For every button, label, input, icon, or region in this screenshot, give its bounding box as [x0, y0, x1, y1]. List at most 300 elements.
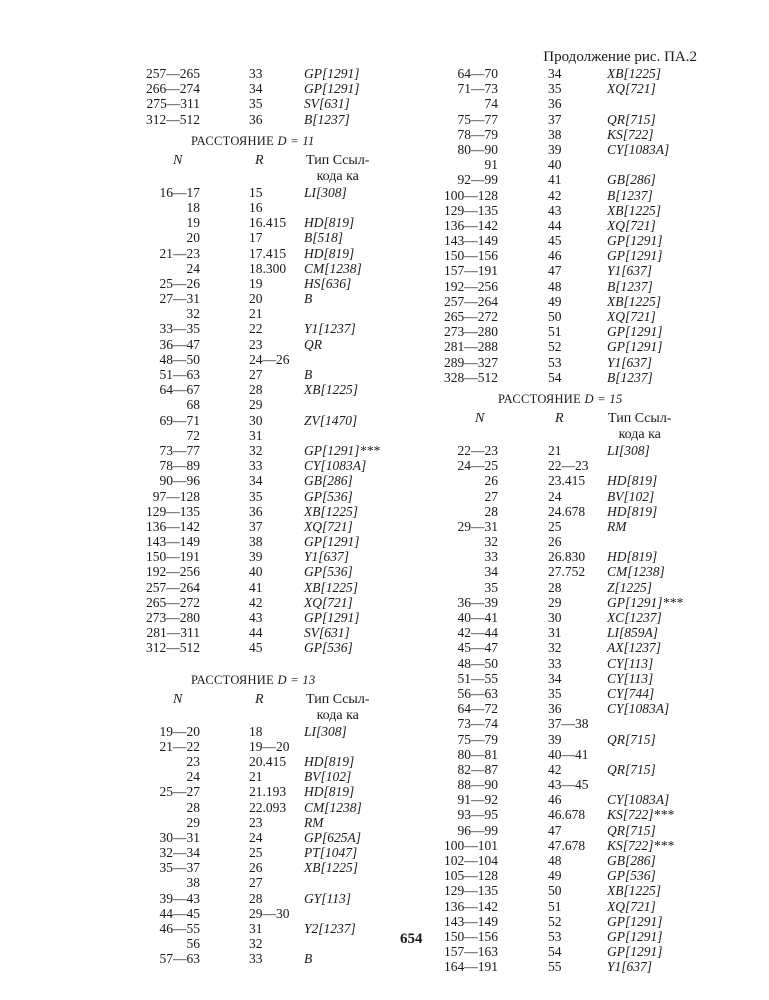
- cell-r: 26: [548, 534, 562, 550]
- table-row: [133, 276, 433, 291]
- cell-r: 26.830: [548, 549, 586, 565]
- table-row: [430, 914, 720, 929]
- cell-type-ref: LI[308]: [304, 184, 347, 200]
- distance-value: D = 15: [584, 391, 623, 406]
- cell-type-ref: KS[722]: [607, 126, 654, 142]
- cell-type-ref: SV[631]: [304, 625, 350, 641]
- cell-r: 17.415: [249, 245, 287, 261]
- cell-type-ref: GP[536]: [607, 868, 656, 884]
- table-row: [430, 218, 720, 233]
- table-row: [430, 595, 720, 610]
- table-row: [133, 337, 433, 352]
- cell-n: 24: [186, 769, 200, 785]
- cell-type-ref: GP[1291]: [607, 339, 663, 355]
- column-header-type: [306, 153, 369, 185]
- cell-r: 33: [249, 66, 263, 81]
- cell-type-ref: XQ[721]: [607, 81, 656, 97]
- cell-type-ref: QR: [304, 336, 322, 352]
- cell-r: 44: [249, 625, 263, 641]
- cell-type-ref: Y2[1237]: [304, 921, 356, 936]
- column-header: [430, 407, 720, 443]
- table-row: [430, 944, 720, 959]
- table-row: [430, 142, 720, 157]
- table-row: [133, 800, 433, 815]
- cell-n: 78—89: [159, 458, 200, 474]
- table-row: [133, 261, 433, 276]
- cell-n: 45—47: [457, 640, 498, 656]
- cell-type-ref: B: [304, 367, 313, 382]
- cell-r: 35: [249, 488, 263, 504]
- cell-type-ref: Y1[637]: [607, 354, 653, 370]
- table-row: [133, 66, 433, 81]
- cell-n: 80—81: [457, 746, 498, 762]
- cell-n: 105—128: [444, 868, 498, 884]
- table-row: [133, 489, 433, 504]
- cell-n: 73—74: [457, 716, 498, 732]
- cell-r: 33: [249, 458, 263, 474]
- section-title-text: РАССТОЯНИЕ: [191, 672, 275, 687]
- cell-n: 42—44: [457, 625, 498, 641]
- cell-type-ref: XB[1225]: [607, 66, 661, 81]
- cell-r: 24: [548, 488, 562, 504]
- table-row: [133, 428, 433, 443]
- cell-r: 22.093: [249, 799, 287, 815]
- cell-n: 150—156: [444, 928, 498, 944]
- table-row: [133, 580, 433, 595]
- cell-n: 71—73: [457, 81, 498, 97]
- cell-type-ref: RM: [304, 814, 324, 830]
- table-row: [430, 838, 720, 853]
- cell-n: 32: [186, 306, 200, 322]
- cell-type-ref: QR[715]: [607, 761, 656, 777]
- cell-r: 36: [249, 503, 263, 519]
- cell-n: 16—17: [159, 184, 200, 200]
- table-row: [430, 762, 720, 777]
- cell-type-ref: XB[1225]: [304, 382, 358, 398]
- cell-type-ref: GP[536]: [304, 564, 353, 580]
- table-row: [430, 309, 720, 324]
- cell-n: 69—71: [159, 412, 200, 428]
- cell-type-ref: AX[1237]: [607, 640, 661, 656]
- table-row: [430, 580, 720, 595]
- cell-type-ref: XQ[721]: [607, 309, 656, 324]
- column-header: [133, 688, 433, 724]
- cell-type-ref: CY[1083A]: [304, 458, 367, 474]
- cell-r: 48: [548, 278, 562, 294]
- cell-n: 281—311: [146, 625, 200, 641]
- cell-r: 39: [548, 141, 562, 157]
- cell-r: 21: [249, 769, 263, 785]
- cell-n: 21—22: [159, 738, 200, 754]
- cell-r: 43: [249, 610, 263, 625]
- cell-n: 143—149: [444, 233, 498, 249]
- cell-n: 48—50: [159, 351, 200, 367]
- cell-type-ref: GP[1291]: [304, 66, 360, 81]
- cell-type-ref: KS[722]***: [607, 837, 674, 853]
- cell-n: 97—128: [152, 488, 200, 504]
- cell-type-ref: GP[1291]: [607, 928, 663, 944]
- cell-n: 328—512: [444, 369, 498, 385]
- cell-r: 29—30: [249, 905, 290, 921]
- figure-continuation-caption: Продолжение рис. ПА.2: [543, 49, 697, 65]
- cell-n: 21—23: [159, 245, 200, 261]
- cell-n: 46—55: [159, 921, 200, 936]
- cell-n: 64—72: [457, 701, 498, 717]
- table-row: [133, 610, 433, 625]
- table-row: [133, 936, 433, 951]
- left-column: [133, 66, 433, 967]
- table-row: [133, 443, 433, 458]
- table-row: [133, 200, 433, 215]
- cell-r: 21: [249, 306, 263, 322]
- cell-type-ref: GB[286]: [607, 172, 656, 188]
- cell-n: 129—135: [146, 503, 200, 519]
- cell-type-ref: CY[1083A]: [607, 141, 670, 157]
- cell-type-ref: Z[1225]: [607, 579, 653, 595]
- cell-n: 35—37: [159, 860, 200, 876]
- table-row: [430, 370, 720, 385]
- cell-type-ref: GP[1291]: [607, 913, 663, 929]
- column-header-type-line1: Тип Ссыл-: [306, 691, 370, 707]
- cell-type-ref: Y1[637]: [304, 549, 350, 565]
- cell-n: 157—191: [444, 263, 498, 279]
- table-row: [133, 504, 433, 519]
- cell-r: 21: [548, 442, 562, 458]
- cell-r: 51: [548, 898, 562, 914]
- cell-n: 136—142: [444, 217, 498, 233]
- cell-r: 23.415: [548, 473, 586, 489]
- cell-n: 100—128: [444, 187, 498, 203]
- cell-r: 20: [249, 291, 263, 307]
- cell-n: 56—63: [457, 685, 498, 701]
- cell-n: 312—512: [146, 111, 200, 127]
- column-header-type-line2: кода ка: [618, 426, 661, 442]
- table-row: [133, 625, 433, 640]
- cell-n: 75—79: [457, 731, 498, 747]
- cell-r: 21.193: [249, 784, 287, 800]
- cell-type-ref: GB[286]: [304, 473, 353, 489]
- table-row: [133, 724, 433, 739]
- cell-n: 275—311: [146, 96, 200, 112]
- cell-n: 29—31: [457, 518, 498, 534]
- cell-r: 19—20: [249, 738, 290, 754]
- cell-type-ref: PT[1047]: [304, 845, 358, 861]
- cell-n: 36—47: [159, 336, 200, 352]
- cell-type-ref: CY[1083A]: [607, 792, 670, 808]
- cell-n: 64—67: [159, 382, 200, 398]
- cell-type-ref: XC[1237]: [607, 610, 662, 625]
- cell-n: 33—35: [159, 321, 200, 337]
- cell-n: 51—63: [159, 367, 200, 382]
- cell-type-ref: HD[819]: [607, 549, 658, 565]
- cell-r: 16: [249, 199, 263, 215]
- table-row: [133, 534, 433, 549]
- table-row: [430, 157, 720, 172]
- table-row: [133, 891, 433, 906]
- cell-n: 100—101: [444, 837, 498, 853]
- cell-r: 28: [249, 382, 263, 398]
- cell-n: 19—20: [159, 723, 200, 739]
- cell-n: 265—272: [444, 309, 498, 324]
- table-row: [430, 656, 720, 671]
- cell-n: 273—280: [146, 610, 200, 625]
- table-row: [430, 248, 720, 263]
- table-row: [133, 860, 433, 875]
- cell-type-ref: B[1237]: [304, 111, 350, 127]
- cell-n: 129—135: [444, 883, 498, 899]
- cell-type-ref: GP[625A]: [304, 829, 361, 845]
- cell-r: 25: [249, 845, 263, 861]
- column-header-r: R: [255, 152, 264, 168]
- cell-n: 257—264: [146, 579, 200, 595]
- cell-r: 30: [249, 412, 263, 428]
- table-row: [430, 355, 720, 370]
- table-row: [133, 185, 433, 200]
- cell-n: 91: [484, 157, 498, 173]
- cell-type-ref: CY[1083A]: [607, 701, 670, 717]
- cell-n: 143—149: [146, 534, 200, 550]
- cell-n: 39—43: [159, 890, 200, 906]
- cell-type-ref: ZV[1470]: [304, 412, 358, 428]
- cell-type-ref: XB[1225]: [304, 579, 358, 595]
- cell-r: 36: [548, 96, 562, 112]
- cell-type-ref: CM[1238]: [607, 564, 665, 580]
- table-row: [430, 294, 720, 309]
- cell-type-ref: CY[113]: [607, 670, 654, 686]
- cell-r: 39: [548, 731, 562, 747]
- cell-n: 29: [186, 814, 200, 830]
- cell-n: 23: [186, 753, 200, 769]
- cell-r: 40: [249, 564, 263, 580]
- table-row: [133, 112, 433, 127]
- cell-r: 24.678: [548, 503, 586, 519]
- table-row: [430, 66, 720, 81]
- cell-type-ref: GP[536]: [304, 488, 353, 504]
- cell-r: 31: [249, 427, 263, 443]
- table-row: [133, 306, 433, 321]
- cell-n: 32—34: [159, 845, 200, 861]
- cell-r: 39: [249, 549, 263, 565]
- table-row: [133, 413, 433, 428]
- cell-type-ref: B[518]: [304, 230, 344, 246]
- cell-n: 27—31: [159, 291, 200, 307]
- table-row: [430, 564, 720, 579]
- column-header-r: R: [255, 691, 264, 707]
- table-row: [430, 489, 720, 504]
- cell-r: 54: [548, 944, 562, 960]
- cell-type-ref: HS[636]: [304, 275, 352, 291]
- table-row: [133, 564, 433, 579]
- cell-type-ref: GB[286]: [607, 853, 656, 868]
- cell-n: 92—99: [457, 172, 498, 188]
- cell-type-ref: GP[1291]***: [607, 594, 683, 610]
- cell-type-ref: HD[819]: [304, 753, 355, 769]
- table-row: [133, 397, 433, 412]
- column-header-type: [306, 692, 369, 724]
- table-row: [430, 504, 720, 519]
- table-row: [430, 172, 720, 187]
- cell-r: 19: [249, 275, 263, 291]
- cell-type-ref: CY[744]: [607, 685, 655, 701]
- table-row: [430, 686, 720, 701]
- cell-type-ref: GP[1291]: [304, 610, 360, 625]
- cell-r: 34: [249, 81, 263, 97]
- table-row: [133, 754, 433, 769]
- cell-n: 64—70: [457, 66, 498, 81]
- cell-n: 27: [484, 488, 498, 504]
- cell-n: 257—265: [146, 66, 200, 81]
- distance-value: D = 11: [277, 133, 315, 148]
- cell-n: 281—288: [444, 339, 498, 355]
- cell-r: 29: [548, 594, 562, 610]
- cell-r: 45: [548, 233, 562, 249]
- cell-r: 27: [249, 367, 263, 382]
- cell-n: 48—50: [457, 655, 498, 671]
- table-row: [133, 96, 433, 111]
- cell-n: 75—77: [457, 111, 498, 127]
- cell-r: 20.415: [249, 753, 287, 769]
- cell-type-ref: XQ[721]: [607, 898, 656, 914]
- cell-type-ref: QR[715]: [607, 731, 656, 747]
- cell-n: 136—142: [146, 518, 200, 534]
- column-header-n: N: [475, 410, 485, 426]
- cell-n: 136—142: [444, 898, 498, 914]
- cell-r: 53: [548, 928, 562, 944]
- cell-r: 29: [249, 397, 263, 413]
- cell-n: 36—39: [457, 594, 498, 610]
- column-header-type: [608, 411, 671, 443]
- table-row: [133, 769, 433, 784]
- table-row: [133, 352, 433, 367]
- right-column: [430, 66, 720, 975]
- cell-r: 47: [548, 263, 562, 279]
- table-row: [133, 845, 433, 860]
- table-row: [133, 640, 433, 655]
- cell-n: 273—280: [444, 324, 498, 340]
- cell-r: 49: [548, 868, 562, 884]
- cell-n: 78—79: [457, 126, 498, 142]
- cell-r: 43—45: [548, 777, 589, 793]
- cell-r: 32: [249, 442, 263, 458]
- cell-n: 257—264: [444, 293, 498, 309]
- table-row: [430, 899, 720, 914]
- cell-n: 265—272: [146, 594, 200, 610]
- cell-r: 46.678: [548, 807, 586, 823]
- cell-r: 31: [548, 625, 562, 641]
- cell-type-ref: SV[631]: [304, 96, 350, 112]
- table-row: [133, 473, 433, 488]
- cell-r: 38: [249, 534, 263, 550]
- section-gap: [133, 656, 433, 666]
- cell-r: 41: [548, 172, 562, 188]
- cell-r: 42: [249, 594, 263, 610]
- table-row: [430, 792, 720, 807]
- cell-type-ref: XB[1225]: [607, 883, 661, 899]
- table-row: [430, 263, 720, 278]
- cell-type-ref: B[1237]: [607, 278, 653, 294]
- cell-type-ref: GY[113]: [304, 890, 352, 906]
- cell-r: 27: [249, 875, 263, 891]
- cell-n: 312—512: [146, 640, 200, 656]
- cell-n: 157—163: [444, 944, 498, 960]
- table-row: [133, 875, 433, 890]
- cell-r: 24—26: [249, 351, 290, 367]
- table-row: [430, 929, 720, 944]
- cell-r: 28: [249, 890, 263, 906]
- table-row: [430, 458, 720, 473]
- cell-type-ref: GP[1291]: [607, 324, 663, 340]
- cell-r: 40: [548, 157, 562, 173]
- cell-type-ref: LI[859A]: [607, 625, 659, 641]
- cell-type-ref: HD[819]: [607, 503, 658, 519]
- table-row: [430, 807, 720, 822]
- cell-r: 24: [249, 829, 263, 845]
- cell-r: 16.415: [249, 215, 287, 231]
- page-number: 654: [400, 931, 423, 947]
- cell-r: 40—41: [548, 746, 589, 762]
- cell-n: 25—27: [159, 784, 200, 800]
- cell-type-ref: BV[102]: [304, 769, 352, 785]
- cell-r: 22—23: [548, 458, 589, 474]
- cell-n: 91—92: [457, 792, 498, 808]
- cell-type-ref: XQ[721]: [304, 518, 353, 534]
- cell-r: 44: [548, 217, 562, 233]
- cell-n: 56: [186, 936, 200, 952]
- cell-r: 48: [548, 853, 562, 868]
- cell-r: 41: [249, 579, 263, 595]
- cell-r: 15: [249, 184, 263, 200]
- table-row: [133, 549, 433, 564]
- cell-type-ref: GP[536]: [304, 640, 353, 656]
- cell-n: 289—327: [444, 354, 498, 370]
- table-row: [430, 959, 720, 974]
- cell-n: 74: [484, 96, 498, 112]
- cell-r: 50: [548, 309, 562, 324]
- cell-type-ref: CM[1238]: [304, 260, 362, 276]
- cell-r: 17: [249, 230, 263, 246]
- cell-r: 26: [249, 860, 263, 876]
- cell-type-ref: GP[1291]: [304, 81, 360, 97]
- cell-n: 34: [484, 564, 498, 580]
- table-row: [430, 883, 720, 898]
- cell-n: 28: [186, 799, 200, 815]
- cell-r: 54: [548, 369, 562, 385]
- cell-type-ref: KS[722]***: [607, 807, 674, 823]
- distance-value: D = 13: [277, 672, 316, 687]
- cell-r: 30: [548, 610, 562, 625]
- cell-type-ref: Y1[1237]: [304, 321, 356, 337]
- column-header-type-line2: кода ка: [316, 168, 359, 184]
- table-row: [133, 321, 433, 336]
- cell-type-ref: XB[1225]: [304, 860, 358, 876]
- cell-n: 73—77: [159, 442, 200, 458]
- cell-type-ref: BV[102]: [607, 488, 655, 504]
- cell-r: 28: [548, 579, 562, 595]
- cell-n: 150—156: [444, 248, 498, 264]
- cell-r: 37: [548, 111, 562, 127]
- cell-n: 25—26: [159, 275, 200, 291]
- cell-n: 129—135: [444, 202, 498, 218]
- table-row: [133, 830, 433, 845]
- cell-r: 35: [548, 685, 562, 701]
- cell-r: 53: [548, 354, 562, 370]
- table-row: [133, 595, 433, 610]
- cell-r: 32: [249, 936, 263, 952]
- cell-r: 23: [249, 814, 263, 830]
- cell-type-ref: LI[308]: [304, 723, 347, 739]
- cell-n: 192—256: [146, 564, 200, 580]
- table-row: [430, 747, 720, 762]
